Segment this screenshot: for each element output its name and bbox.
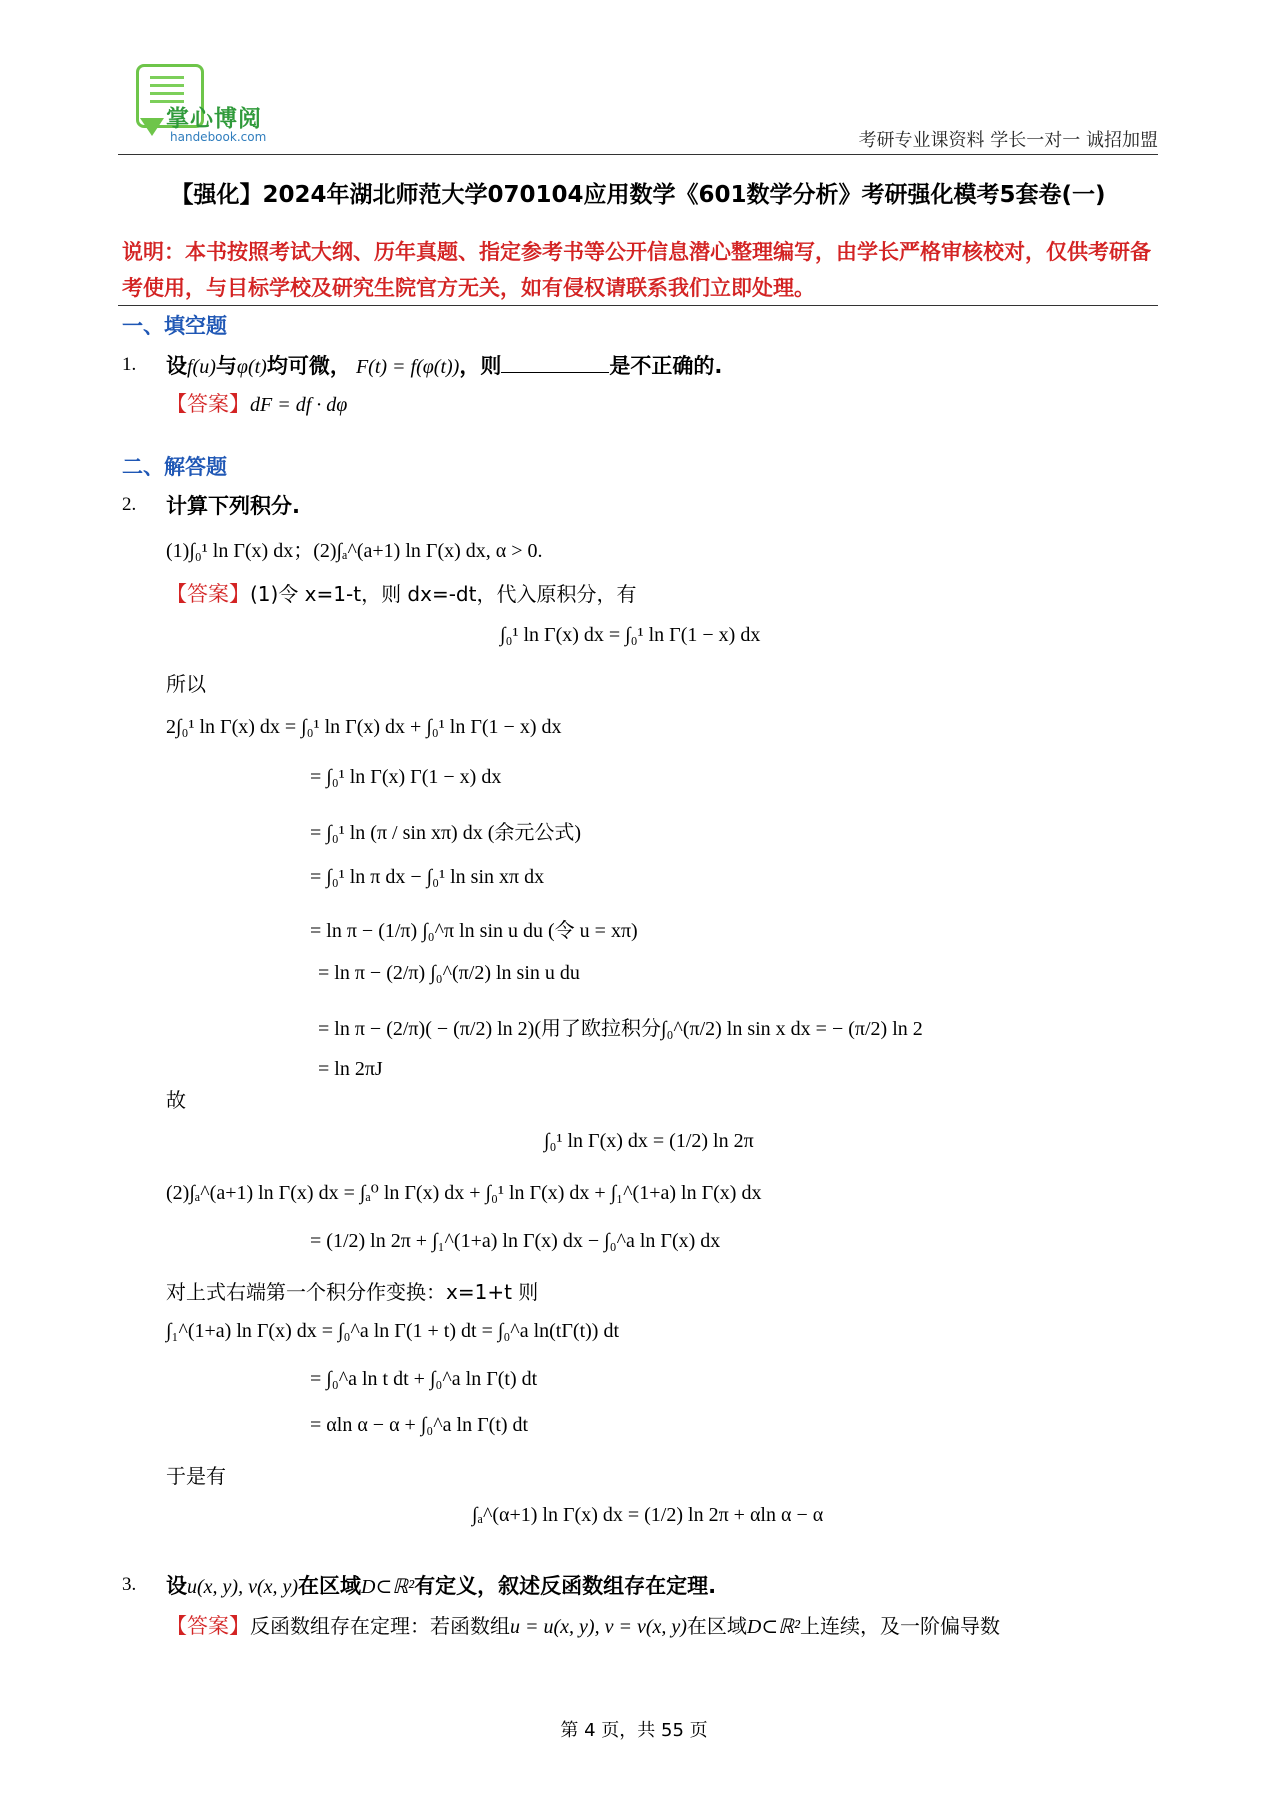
question-2-parts: (1)∫₀¹ ln Γ(x) dx；(2)∫ₐ^(a+1) ln Γ(x) dx, α > 0.: [166, 540, 543, 562]
derivation-line: = ∫₀¹ ln Γ(x) Γ(1 − x) dx: [310, 766, 502, 788]
disclaimer-notice: 说明：本书按照考试大纲、历年真题、指定参考书等公开信息潜心整理编写，由学长严格审核校对，仅供考研备考使用，与目标学校及研究生院官方无关，如有侵权请联系我们立即处理。: [122, 240, 1151, 300]
result-2: ∫ₐ^(α+1) ln Γ(x) dx = (1/2) ln 2π + αln α − α: [472, 1504, 824, 1526]
transform-line: ∫₁^(1+a) ln Γ(x) dx = ∫₀^a ln Γ(1 + t) dt = ∫₀^a ln(tΓ(t)) dt: [166, 1320, 619, 1342]
question-3-number: 3.: [122, 1574, 137, 1595]
answer-tag: 【答案】: [166, 1614, 250, 1638]
question-1: 设f(u)与φ(t)均可微， F(t) = f(φ(t))，则 是不正确的.: [166, 354, 723, 378]
derivation-line: = ln π − (2/π) ∫₀^(π/2) ln sin u du: [318, 962, 580, 984]
transform-line: = ∫₀^a ln t dt + ∫₀^a ln Γ(t) dt: [310, 1368, 538, 1390]
header-divider: [118, 154, 1158, 155]
part-2-line: = (1/2) ln 2π + ∫₁^(1+a) ln Γ(x) dx − ∫₀^a ln Γ(x) dx: [310, 1230, 721, 1252]
answer-3: 【答案】反函数组存在定理：若函数组u = u(x, y), v = v(x, y)在区域D⊂ℝ²上连续，及一阶偏导数: [166, 1614, 1000, 1638]
derivation-line: = ln 2πJ: [318, 1058, 383, 1080]
part-2-line: (2)∫ₐ^(a+1) ln Γ(x) dx = ∫ₐ⁰ ln Γ(x) dx + ∫₀¹ ln Γ(x) dx + ∫₁^(1+a) ln Γ(x) dx: [166, 1182, 762, 1204]
question-3: 设u(x, y), v(x, y)在区域D⊂ℝ²有定义，叙述反函数组存在定理.: [166, 1574, 717, 1598]
result-1: ∫₀¹ ln Γ(x) dx = (1/2) ln 2π: [544, 1130, 754, 1152]
substitution-equation: ∫₀¹ ln Γ(x) dx = ∫₀¹ ln Γ(1 − x) dx: [500, 624, 761, 646]
page-footer: 第 4 页，共 55 页: [560, 1720, 708, 1741]
answer-tag: 【答案】: [166, 392, 250, 416]
page-title: 【强化】2024年湖北师范大学070104应用数学《601数学分析》考研强化模考5套卷(一): [170, 182, 1106, 208]
logo-tail-icon: [140, 118, 164, 136]
transform-line: = αln α − α + ∫₀^a ln Γ(t) dt: [310, 1414, 529, 1436]
question-2-number: 2.: [122, 494, 137, 515]
header-tagline: 考研专业课资料 学长一对一 诚招加盟: [858, 130, 1158, 151]
answer-blank: [501, 354, 609, 373]
derivation-line: = ∫₀¹ ln (π / sin xπ) dx (余元公式): [310, 822, 582, 844]
transform-text: 对上式右端第一个积分作变换：x=1+t 则: [166, 1280, 539, 1304]
question-1-number: 1.: [122, 354, 137, 375]
answer-1: 【答案】dF = df · dφ: [166, 392, 348, 416]
notice-divider: [118, 305, 1158, 306]
question-2-prompt: 计算下列积分.: [166, 494, 300, 518]
answer-2-intro: 【答案】(1)令 x=1-t，则 dx=-dt，代入原积分，有: [166, 582, 637, 606]
derivation-line: = ln π − (2/π)( − (π/2) ln 2)(用了欧拉积分∫₀^(π/2) ln sin x dx = − (π/2) ln 2: [318, 1018, 923, 1040]
derivation-line: = ∫₀¹ ln π dx − ∫₀¹ ln sin xπ dx: [310, 866, 545, 888]
suoyi-text: 所以: [166, 672, 206, 696]
derivation-line: = ln π − (1/π) ∫₀^π ln sin u du (令 u = xπ): [310, 920, 638, 942]
logo-name: 掌心博阅: [166, 106, 262, 132]
derivation-line: 2∫₀¹ ln Γ(x) dx = ∫₀¹ ln Γ(x) dx + ∫₀¹ ln Γ(1 − x) dx: [166, 716, 562, 738]
logo-url: handebook.com: [170, 130, 267, 144]
section-heading-solve: 二、解答题: [122, 455, 227, 479]
answer-tag: 【答案】: [166, 582, 250, 606]
yushiyou-text: 于是有: [166, 1464, 226, 1488]
section-heading-fill-blank: 一、填空题: [122, 314, 227, 338]
gu-text: 故: [166, 1088, 186, 1112]
